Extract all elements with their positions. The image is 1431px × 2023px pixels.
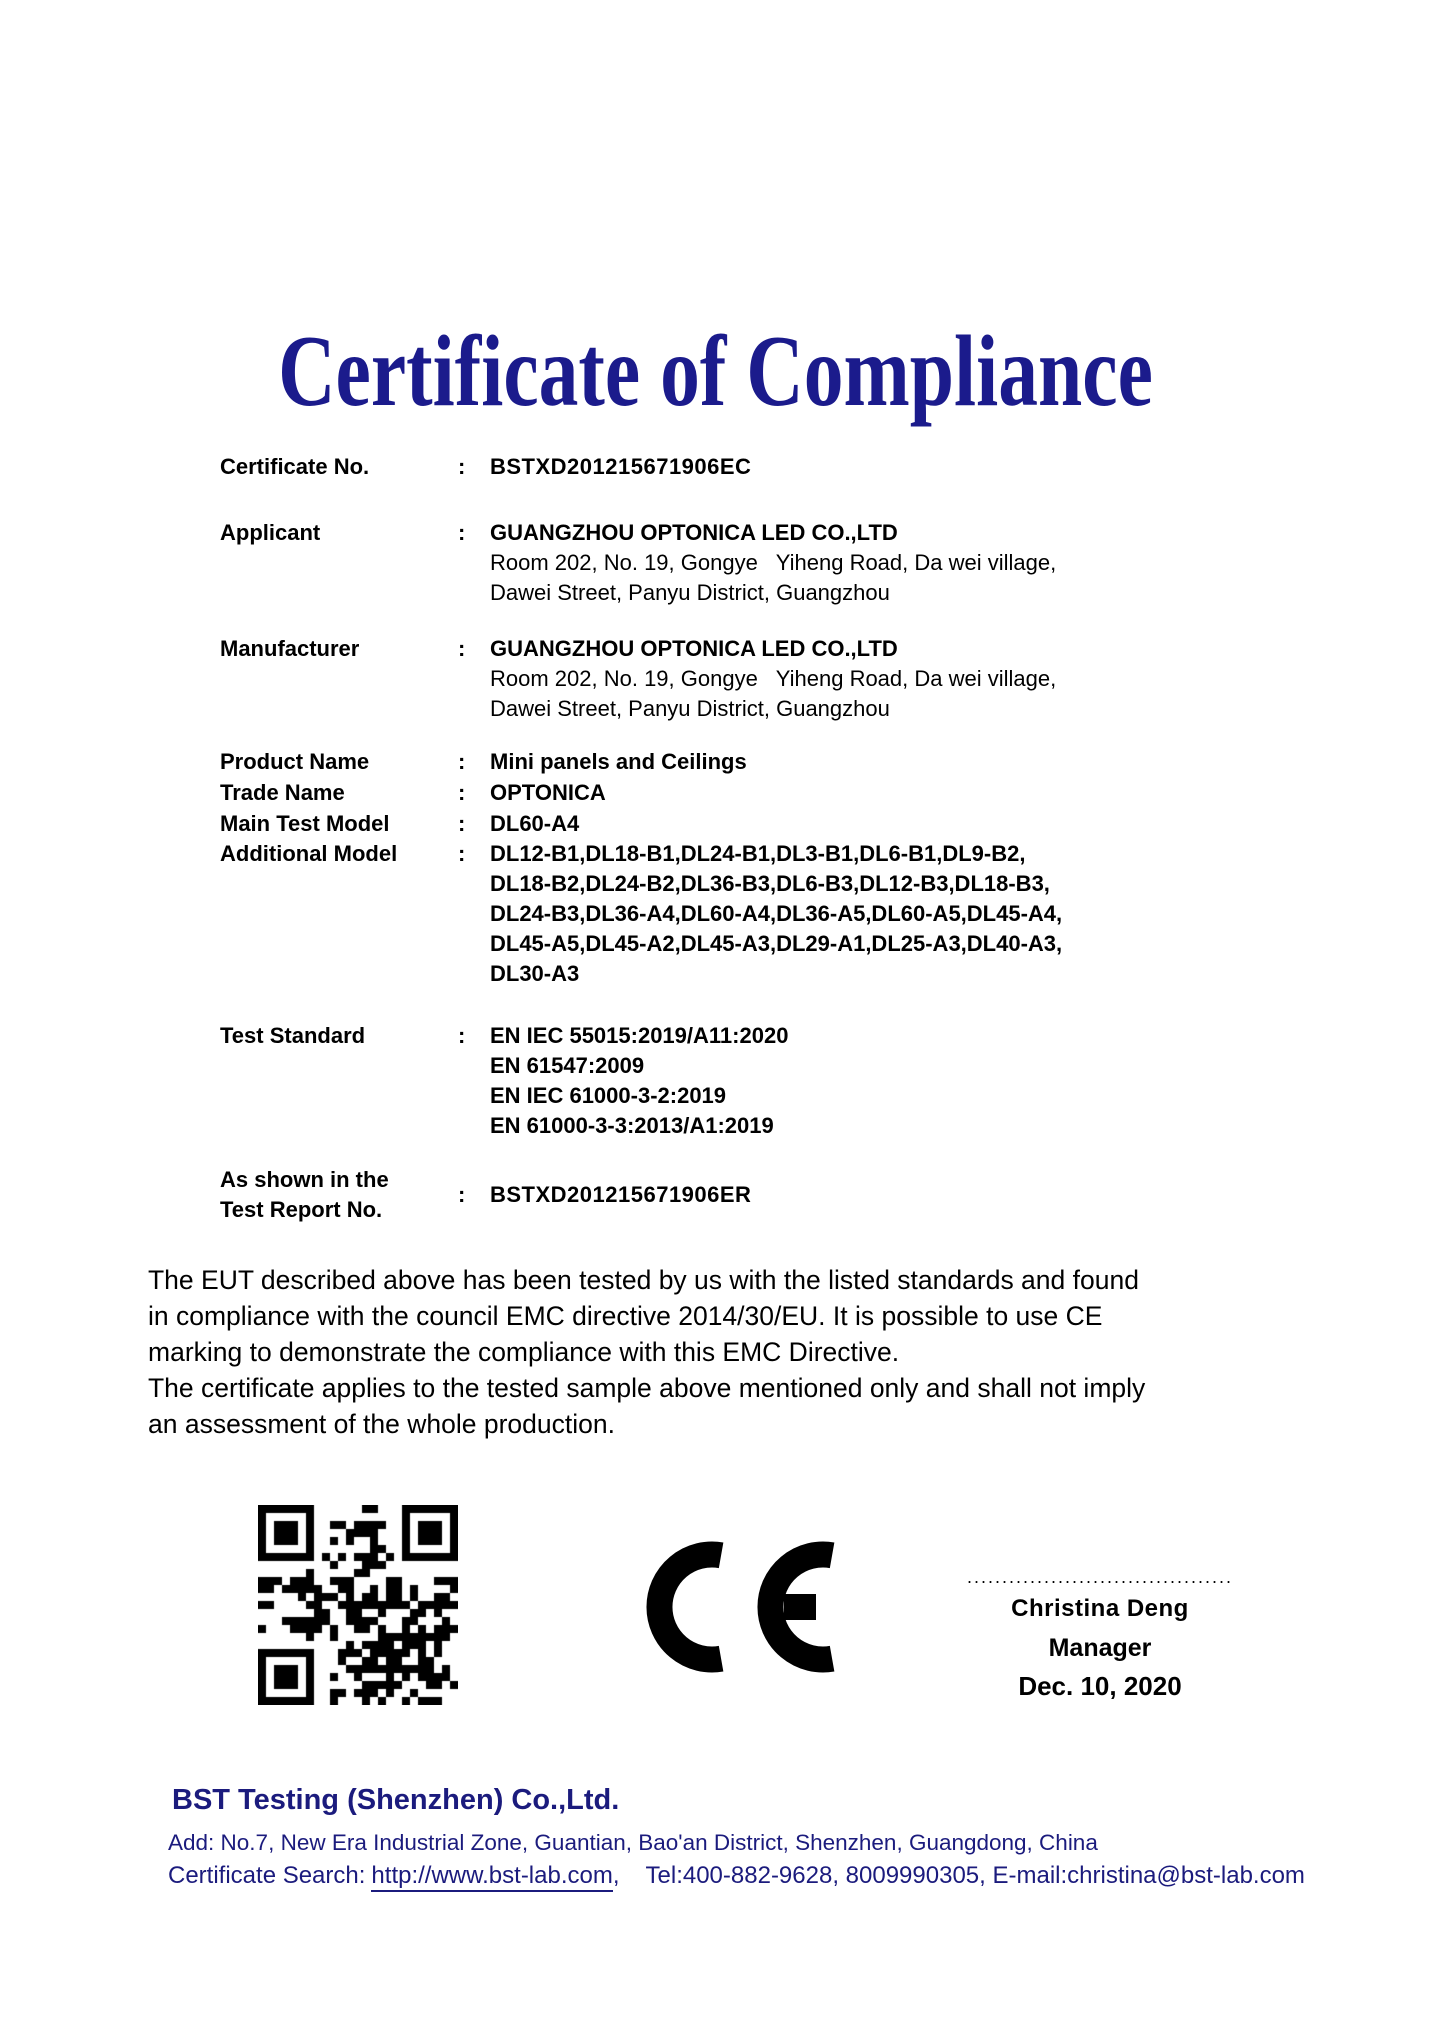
additional-model-label: Additional Model <box>220 841 398 866</box>
product-name-value: Mini panels and Ceilings <box>490 749 747 774</box>
footer-tel-email: Tel:400-882-9628, 8009990305, E-mail:christina@bst-lab.com <box>645 1862 1305 1889</box>
certificate-search-label: Certificate Search: <box>168 1862 366 1889</box>
footer-company-address: Add: No.7, New Era Industrial Zone, Guantian, Bao'an District, Shenzhen, Guangdong, China <box>168 1830 1098 1855</box>
test-report-label-line1: As shown in the <box>220 1167 389 1192</box>
url-suffix: , <box>612 1862 620 1889</box>
certificate-no-value: BSTXD201215671906EC <box>490 454 752 479</box>
test-standard-line: EN 61000-3-3:2013/A1:2019 <box>490 1113 774 1138</box>
field-row-main-test-model <box>220 808 1311 839</box>
signature-line: ...................................... <box>966 1567 1234 1587</box>
field-row-additional-model <box>220 839 1311 989</box>
test-standard-label: Test Standard <box>220 1023 366 1048</box>
colon: : <box>458 811 466 836</box>
footer-contact-line <box>168 1862 1305 1890</box>
field-row-manufacturer <box>220 634 1311 724</box>
test-standard-line: EN 61547:2009 <box>490 1053 645 1078</box>
manufacturer-value <box>490 634 1311 724</box>
additional-model-line: DL45-A5,DL45-A2,DL45-A3,DL29-A1,DL25-A3,DL40-A3, <box>490 931 1063 956</box>
additional-model-line: DL12-B1,DL18-B1,DL24-B1,DL3-B1,DL6-B1,DL9-B2, <box>490 841 1026 866</box>
main-test-model-value: DL60-A4 <box>490 811 580 836</box>
field-row-applicant <box>220 518 1311 608</box>
applicant-label: Applicant <box>220 520 321 545</box>
statement-line: The EUT described above has been tested by us with the listed standards and found <box>148 1265 1139 1295</box>
field-row-product-name <box>220 746 1311 777</box>
additional-model-line: DL30-A3 <box>490 961 580 986</box>
applicant-address-line1: Room 202, No. 19, Gongye Yiheng Road, Da wei village, <box>490 550 1057 575</box>
signature-date: Dec. 10, 2020 <box>1018 1671 1182 1701</box>
statement-line: marking to demonstrate the compliance with this EMC Directive. <box>148 1337 900 1367</box>
qr-code-icon <box>258 1505 458 1705</box>
manufacturer-company: GUANGZHOU OPTONICA LED CO.,LTD <box>490 636 898 661</box>
statement-line: The certificate applies to the tested sample above mentioned only and shall not imply <box>148 1373 1146 1403</box>
additional-model-value <box>490 839 1311 989</box>
compliance-statement <box>148 1262 1318 1442</box>
test-standard-line: EN IEC 61000-3-2:2019 <box>490 1083 727 1108</box>
page-title: Certificate of Compliance <box>278 315 1153 428</box>
field-row-certificate-no <box>220 452 1311 482</box>
colon: : <box>458 636 466 661</box>
footer-company-name: BST Testing (Shenzhen) Co.,Ltd. <box>172 1784 620 1816</box>
colon: : <box>458 780 466 805</box>
certificate-search-link[interactable]: http://www.bst-lab.com <box>371 1862 612 1892</box>
main-test-model-label: Main Test Model <box>220 811 390 836</box>
test-standard-line: EN IEC 55015:2019/A11:2020 <box>490 1023 789 1048</box>
signatory-name: Christina Deng <box>1011 1595 1189 1622</box>
test-report-label-line2: Test Report No. <box>220 1197 383 1222</box>
applicant-address-line2: Dawei Street, Panyu District, Guangzhou <box>490 580 890 605</box>
field-row-trade-name <box>220 777 1311 808</box>
ce-mark-icon <box>640 1540 860 1675</box>
manufacturer-address-line1: Room 202, No. 19, Gongye Yiheng Road, Da wei village, <box>490 666 1057 691</box>
colon: : <box>458 520 466 545</box>
field-row-test-standard <box>220 1021 1311 1141</box>
signatory-role: Manager <box>1048 1634 1152 1662</box>
test-standard-value <box>490 1021 1311 1141</box>
colon: : <box>458 1182 466 1207</box>
additional-model-line: DL24-B3,DL36-A4,DL60-A4,DL36-A5,DL60-A5,DL45-A4, <box>490 901 1063 926</box>
signature-block <box>945 1568 1255 1701</box>
certificate-no-label: Certificate No. <box>220 454 370 479</box>
manufacturer-address-line2: Dawei Street, Panyu District, Guangzhou <box>490 696 890 721</box>
info-table <box>0 452 1431 1225</box>
trade-name-label: Trade Name <box>220 780 345 805</box>
additional-model-line: DL18-B2,DL24-B2,DL36-B3,DL6-B3,DL12-B3,DL18-B3, <box>490 871 1050 896</box>
applicant-company: GUANGZHOU OPTONICA LED CO.,LTD <box>490 520 898 545</box>
trade-name-value: OPTONICA <box>490 780 606 805</box>
test-report-value: BSTXD201215671906ER <box>490 1182 752 1207</box>
applicant-value <box>490 518 1311 608</box>
manufacturer-label: Manufacturer <box>220 636 360 661</box>
colon: : <box>458 749 466 774</box>
colon: : <box>458 841 466 866</box>
colon: : <box>458 1023 466 1048</box>
colon: : <box>458 454 466 479</box>
field-row-test-report <box>220 1165 1311 1225</box>
test-report-label <box>220 1165 458 1225</box>
product-name-label: Product Name <box>220 749 370 774</box>
statement-line: an assessment of the whole production. <box>148 1409 615 1439</box>
statement-line: in compliance with the council EMC directive 2014/30/EU. It is possible to use CE <box>148 1301 1103 1331</box>
